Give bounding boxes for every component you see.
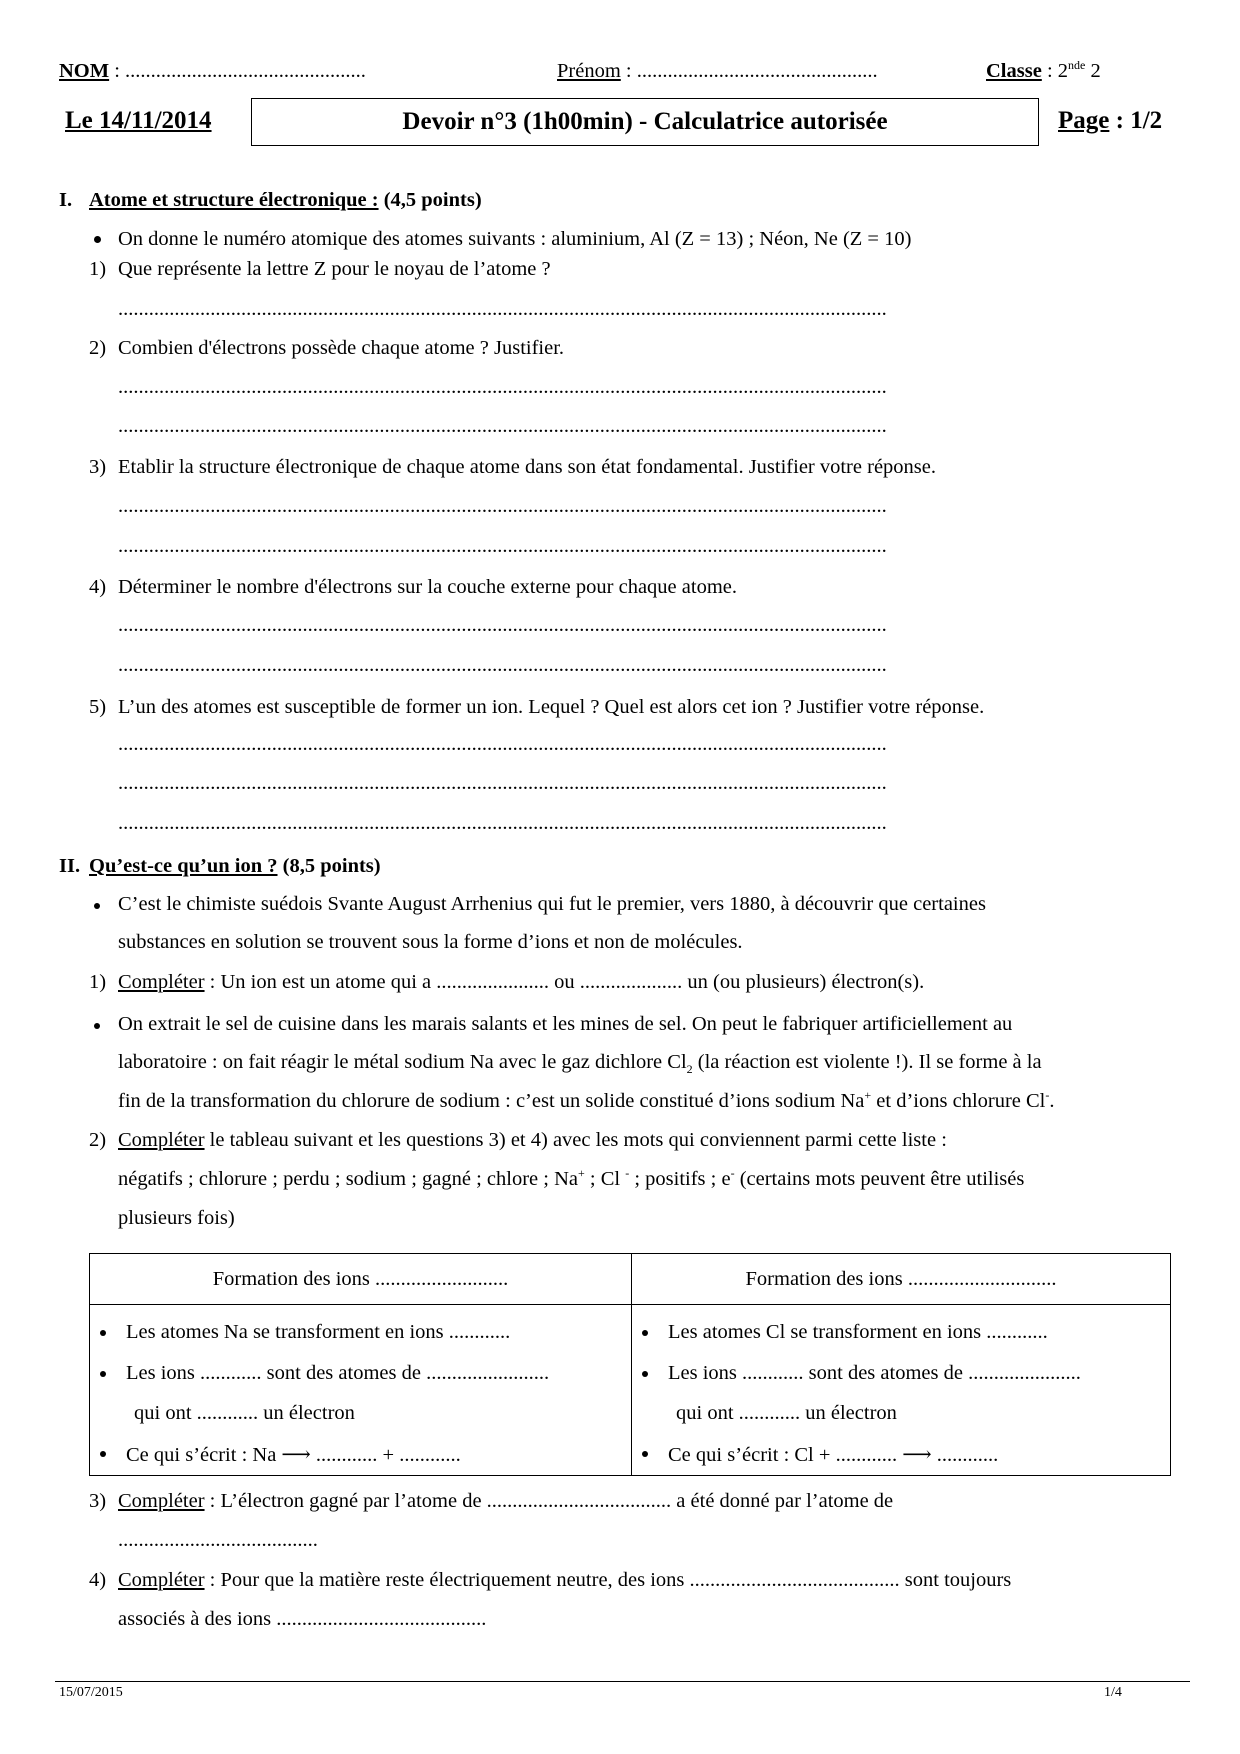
footer-page: 1/4	[1104, 1685, 1122, 1700]
s1-q3: Etablir la structure électronique de chaque atome dans son état fondamental. Justifier votre réponse.	[118, 456, 936, 478]
s2-bullet2-line2	[118, 1051, 1042, 1077]
na-plus-sup: +	[864, 1088, 872, 1103]
s1-q4: Déterminer le nombre d'électrons sur la couche externe pour chaque atome.	[118, 576, 737, 598]
bullet-icon	[100, 1371, 106, 1377]
s2-q3	[118, 1490, 893, 1513]
section2-title-text: Qu’est-ce qu’un ion ?	[89, 855, 278, 877]
table-left-line3[interactable]: qui ont ............ un électron	[134, 1402, 355, 1424]
prenom-blank[interactable]: : ...............................................	[620, 60, 878, 82]
classe-field	[986, 60, 1101, 83]
footer-date: 15/07/2015	[59, 1685, 123, 1700]
table-left-line2[interactable]: Les ions ............ sont des atomes de ........................	[126, 1362, 550, 1384]
answer-line[interactable]: ......................................................................................................................................................	[118, 812, 887, 834]
s2-q2-label: Compléter	[118, 1129, 205, 1151]
s2-bullet1-line2: substances en solution se trouvent sous la forme d’ions et non de molécules.	[118, 931, 743, 953]
s2-q3-line2[interactable]: .......................................	[118, 1529, 318, 1551]
s2-bullet2-line2b: (la réaction est violente !). Il se forme à la	[692, 1051, 1042, 1073]
table-right-line2[interactable]: Les ions ............ sont des atomes de ......................	[668, 1362, 1081, 1384]
section1-title-text: Atome et structure électronique :	[89, 189, 379, 211]
s2-bullet2-line3c: .	[1049, 1090, 1055, 1112]
answer-line[interactable]: ......................................................................................................................................................	[118, 772, 887, 794]
answer-line[interactable]: ......................................................................................................................................................	[118, 733, 887, 755]
page-label: Page	[1058, 107, 1110, 134]
page-indicator	[1058, 107, 1162, 135]
table-head-left-text[interactable]: Formation des ions ..........................	[212, 1267, 509, 1290]
footer-rule	[55, 1681, 1190, 1682]
s1-q2: Combien d'électrons possède chaque atome ? Justifier.	[118, 337, 565, 359]
s2-q1-text[interactable]: : Un ion est un atome qui a ...................... ou .................... un (ou plusieurs) électron(s).	[204, 971, 925, 993]
nom-label: NOM	[59, 60, 110, 82]
section1-bullet: On donne le numéro atomique des atomes suivants : aluminium, Al (Z = 13) ; Néon, Ne (Z = 10)	[118, 228, 912, 250]
s2-bullet1-line1: C’est le chimiste suédois Svante August Arrhenius qui fut le premier, vers 1880, à découvrir que certaines	[118, 893, 986, 915]
s2-bullet2-line2a: laboratoire : on fait réagir le métal sodium Na avec le gaz dichlore Cl	[118, 1051, 687, 1073]
ion-formation-table	[89, 1253, 1171, 1476]
s2-q4	[118, 1569, 1011, 1592]
bullet-icon	[100, 1451, 106, 1457]
bullet-icon	[94, 1023, 100, 1029]
bullet-icon	[100, 1330, 106, 1336]
wordlist-b: ; Cl	[584, 1168, 626, 1190]
s2-q2-line3: plusieurs fois)	[118, 1207, 235, 1229]
s2-q4-num: 4)	[89, 1569, 107, 1591]
prenom-label: Prénom	[557, 60, 621, 82]
s2-bullet2-line3	[118, 1090, 1055, 1113]
table-right-line3[interactable]: qui ont ............ un électron	[676, 1402, 897, 1424]
wordlist-c: ; positifs ; e	[629, 1168, 731, 1190]
nom-field	[59, 60, 366, 83]
s2-bullet2-line3a: fin de la transformation du chlorure de sodium : c’est un solide constitué d’ions sodium Na	[118, 1090, 865, 1112]
bullet-icon	[642, 1330, 648, 1336]
s2-q2-num: 2)	[89, 1129, 107, 1151]
section2-points: (8,5 points)	[277, 855, 381, 877]
s2-bullet2-line3b: et d’ions chlorure Cl	[871, 1090, 1046, 1112]
s2-q4-label: Compléter	[118, 1569, 205, 1591]
wordlist-sup3: -	[730, 1166, 735, 1181]
table-cell-right	[632, 1305, 1171, 1476]
wordlist-d: (certains mots peuvent être utilisés	[734, 1168, 1025, 1190]
s2-q2	[118, 1129, 947, 1152]
table-head-right-text[interactable]: Formation des ions .............................	[745, 1267, 1057, 1290]
answer-line[interactable]: ......................................................................................................................................................	[118, 654, 887, 676]
s2-q1-label: Compléter	[118, 971, 205, 993]
s2-q3-label: Compléter	[118, 1490, 205, 1512]
bullet-icon	[94, 903, 100, 909]
s1-q1: Que représente la lettre Z pour le noyau de l’atome ?	[118, 258, 551, 280]
answer-line[interactable]: ......................................................................................................................................................	[118, 298, 887, 320]
classe-label: Classe	[986, 60, 1042, 82]
s2-q1	[118, 971, 924, 994]
section1-heading	[59, 189, 72, 212]
section1-points: (4,5 points)	[378, 189, 482, 211]
exam-date-text: Le 14/11/2014	[65, 107, 212, 134]
s2-q2-wordlist	[118, 1168, 1024, 1191]
section2-title	[89, 855, 381, 878]
s2-q3-num: 3)	[89, 1490, 107, 1512]
section1-title	[89, 189, 482, 212]
s1-q1-num: 1)	[89, 258, 107, 280]
bullet-icon	[642, 1371, 648, 1377]
section2-heading	[59, 855, 80, 878]
prenom-field	[557, 60, 878, 83]
s1-q5-num: 5)	[89, 696, 107, 718]
section1-num: I.	[59, 189, 73, 211]
table-left-line1[interactable]: Les atomes Na se transforment en ions ............	[126, 1321, 511, 1343]
answer-line[interactable]: ......................................................................................................................................................	[118, 495, 887, 517]
cl-minus-sup: -	[1045, 1088, 1050, 1103]
table-head-left	[90, 1254, 632, 1305]
s2-q1-num: 1)	[89, 971, 107, 993]
bullet-icon	[94, 236, 101, 243]
exam-title-box	[251, 98, 1039, 146]
cl2-subscript: 2	[686, 1062, 693, 1077]
wordlist-a: négatifs ; chlorure ; perdu ; sodium ; gagné ; chlore ; Na	[118, 1168, 578, 1190]
section2-num: II.	[59, 855, 81, 877]
table-right-line1[interactable]: Les atomes Cl se transforment en ions ............	[668, 1321, 1048, 1343]
s2-q2-text: le tableau suivant et les questions 3) et 4) avec les mots qui conviennent parmi cette liste :	[204, 1129, 947, 1151]
s1-q3-num: 3)	[89, 456, 107, 478]
nom-blank[interactable]: : ...............................................	[109, 60, 366, 82]
wordlist-sup2: -	[625, 1166, 630, 1181]
s1-q5: L’un des atomes est susceptible de former un ion. Lequel ? Quel est alors cet ion ? Justifier votre réponse.	[118, 696, 985, 718]
exam-date	[65, 107, 212, 135]
s2-bullet2-line1: On extrait le sel de cuisine dans les marais salants et les mines de sel. On peut le fabriquer artificiellement au	[118, 1013, 1013, 1035]
answer-line[interactable]: ......................................................................................................................................................	[118, 614, 887, 636]
s2-q3-text[interactable]: : L’électron gagné par l’atome de .................................... a été donné par l’atome de	[204, 1490, 894, 1512]
s1-q4-num: 4)	[89, 576, 107, 598]
answer-line[interactable]: ......................................................................................................................................................	[118, 415, 887, 437]
s2-q4-line2[interactable]: associés à des ions .........................................	[118, 1608, 487, 1630]
classe-num: 2	[1085, 60, 1101, 82]
table-right-line4[interactable]: Ce qui s’écrit : Cl + ............ ⟶ ............	[668, 1444, 999, 1466]
s2-q4-text[interactable]: : Pour que la matière reste électriquement neutre, des ions ......................................... sont toujours	[204, 1569, 1012, 1591]
table-head-right	[632, 1254, 1171, 1305]
classe-sep: : 2	[1041, 60, 1069, 82]
classe-sup: nde	[1068, 58, 1086, 73]
exam-title: Devoir n°3 (1h00min) - Calculatrice autorisée	[402, 108, 888, 135]
table-left-line4[interactable]: Ce qui s’écrit : Na ⟶ ............ + ............	[126, 1444, 461, 1466]
answer-line[interactable]: ......................................................................................................................................................	[118, 376, 887, 398]
page-value: : 1/2	[1109, 107, 1163, 134]
wordlist-sup1: +	[577, 1166, 585, 1181]
bullet-icon	[642, 1451, 648, 1457]
table-cell-left	[90, 1305, 632, 1476]
s1-q2-num: 2)	[89, 337, 107, 359]
answer-line[interactable]: ......................................................................................................................................................	[118, 535, 887, 557]
